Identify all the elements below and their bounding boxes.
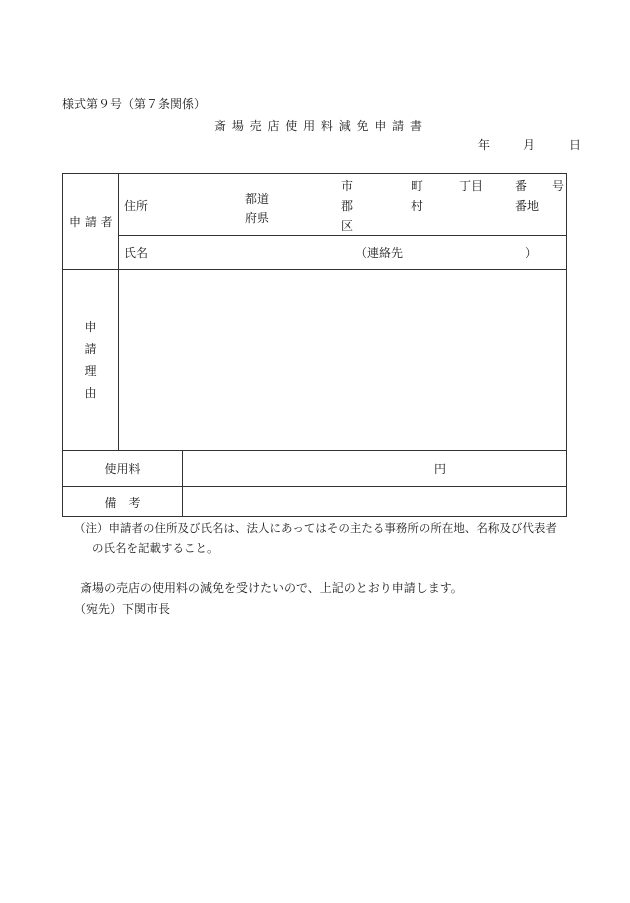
reason-char: 請 <box>84 342 97 356</box>
date-day: 日 <box>569 138 582 152</box>
city-label: 市 <box>341 179 354 193</box>
ward-label: 区 <box>341 219 354 233</box>
date-month: 月 <box>523 138 536 152</box>
contact-open: （連絡先 <box>355 246 404 260</box>
statement: 斎場の売店の使用料の減免を受けたいので、上記のとおり申請します。 <box>80 581 463 595</box>
prefecture-label: 都道 府県 <box>245 192 270 225</box>
fee-label: 使用料 <box>104 462 141 476</box>
chome-label: 丁目 <box>459 179 484 193</box>
row-divider <box>118 235 567 236</box>
remarks-label: 備 考 <box>104 496 141 510</box>
fee-input-area[interactable] <box>183 451 567 486</box>
reason-char: 申 <box>84 320 97 334</box>
form-number: 様式第９号（第７条関係） <box>62 97 207 111</box>
reason-char: 理 <box>84 364 97 378</box>
county-label: 郡 <box>341 199 354 213</box>
addressee: （宛先）下関市長 <box>74 602 171 616</box>
banchi-label: 番地 <box>515 199 540 213</box>
note-line-1: （注）申請者の住所及び氏名は、法人にあってはその主たる事務所の所在地、名称及び代表者 <box>74 521 557 535</box>
contact-close: ） <box>525 246 538 260</box>
date-year: 年 <box>478 138 491 152</box>
name-label: 氏名 <box>124 246 149 260</box>
reason-char: 由 <box>84 386 97 400</box>
note-line-2: の氏名を記載すること。 <box>92 541 219 555</box>
reason-label <box>63 316 118 404</box>
fee-unit: 円 <box>434 462 447 476</box>
page-title: 斎 場 売 店 使 用 料 減 免 申 請 書 <box>214 119 423 133</box>
reason-input-area[interactable] <box>119 270 567 450</box>
go-label: 号 <box>552 179 565 193</box>
address-label: 住所 <box>124 199 149 213</box>
applicant-label: 申 請 者 <box>69 215 113 229</box>
village-label: 村 <box>411 199 424 213</box>
ban-label: 番 <box>515 179 528 193</box>
application-form-table <box>62 173 567 517</box>
town-label: 町 <box>411 179 424 193</box>
remarks-input-area[interactable] <box>183 487 567 517</box>
